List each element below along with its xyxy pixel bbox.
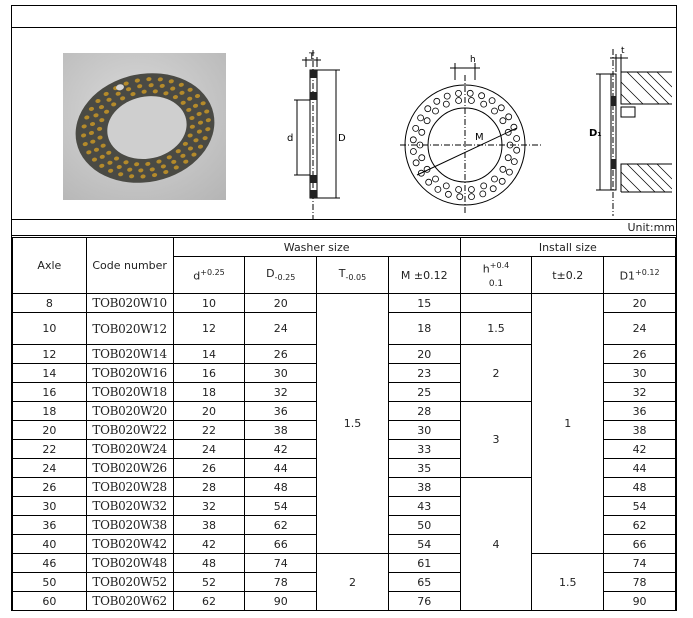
cell-d: 14 bbox=[173, 345, 245, 364]
cell-d: 28 bbox=[173, 478, 245, 497]
cell-axle: 16 bbox=[13, 383, 87, 402]
cell-axle: 40 bbox=[13, 535, 87, 554]
cell-M: 30 bbox=[388, 421, 460, 440]
plug-hole bbox=[419, 155, 425, 161]
cell-M: 43 bbox=[388, 497, 460, 516]
plug-hole bbox=[443, 101, 449, 107]
cell-code: TOB020W42 bbox=[86, 535, 173, 554]
cell-D: 48 bbox=[245, 478, 317, 497]
cell-M: 65 bbox=[388, 573, 460, 592]
cell-h: 4 bbox=[460, 478, 532, 611]
plug-hole bbox=[500, 118, 506, 124]
plug-hole bbox=[505, 155, 511, 161]
cell-D: 42 bbox=[245, 440, 317, 459]
cell-code: TOB020W28 bbox=[86, 478, 173, 497]
plug-hole bbox=[492, 108, 498, 114]
plug-hole bbox=[489, 98, 495, 104]
cell-d: 62 bbox=[173, 592, 245, 611]
cell-t: 1 bbox=[532, 294, 604, 554]
plug-hole bbox=[511, 159, 517, 165]
cell-D: 24 bbox=[245, 313, 317, 345]
cell-axle: 8 bbox=[13, 294, 87, 313]
cell-D1: 66 bbox=[604, 535, 676, 554]
cell-D: 44 bbox=[245, 459, 317, 478]
cell-D: 66 bbox=[245, 535, 317, 554]
spec-table bbox=[12, 237, 676, 611]
header-t: t±0.2 bbox=[532, 257, 604, 294]
cell-D: 26 bbox=[245, 345, 317, 364]
plug-hole bbox=[435, 186, 441, 192]
cell-axle: 60 bbox=[13, 592, 87, 611]
cell-axle: 36 bbox=[13, 516, 87, 535]
cell-M: 20 bbox=[388, 345, 460, 364]
figure-row bbox=[12, 28, 676, 220]
cell-code: TOB020W14 bbox=[86, 345, 173, 364]
cell-D1: 44 bbox=[604, 459, 676, 478]
cell-M: 18 bbox=[388, 313, 460, 345]
table-body bbox=[13, 294, 676, 611]
cell-code: TOB020W32 bbox=[86, 497, 173, 516]
cell-d: 42 bbox=[173, 535, 245, 554]
plug-hole bbox=[506, 114, 512, 120]
plug-hole bbox=[490, 186, 496, 192]
table-row bbox=[13, 294, 676, 313]
plug-hole bbox=[481, 101, 487, 107]
cell-M: 25 bbox=[388, 383, 460, 402]
plug-hole bbox=[514, 136, 520, 142]
cell-D1: 26 bbox=[604, 345, 676, 364]
front-view-drawing bbox=[395, 50, 545, 215]
install-view-drawing bbox=[572, 44, 672, 216]
cell-d: 52 bbox=[173, 573, 245, 592]
plug-hole bbox=[467, 90, 473, 96]
plug-hole bbox=[410, 137, 416, 143]
cell-D: 62 bbox=[245, 516, 317, 535]
cell-D: 74 bbox=[245, 554, 317, 573]
cell-code: TOB020W26 bbox=[86, 459, 173, 478]
cell-D1: 30 bbox=[604, 364, 676, 383]
plug-hole bbox=[514, 147, 520, 153]
cell-axle: 20 bbox=[13, 421, 87, 440]
side-view-drawing bbox=[280, 50, 350, 220]
cell-axle: 14 bbox=[13, 364, 87, 383]
cell-M: 61 bbox=[388, 554, 460, 573]
plug-hole bbox=[500, 166, 506, 172]
cell-d: 22 bbox=[173, 421, 245, 440]
cell-h: 1.5 bbox=[460, 313, 532, 345]
cell-axle: 22 bbox=[13, 440, 87, 459]
title-bar bbox=[12, 6, 676, 28]
header-D: $D_{-0.25}$ bbox=[245, 257, 317, 294]
cell-axle: 24 bbox=[13, 459, 87, 478]
cell-D: 30 bbox=[245, 364, 317, 383]
plug-hole bbox=[456, 98, 462, 104]
cell-D1: 24 bbox=[604, 313, 676, 345]
plug-hole bbox=[413, 160, 419, 166]
plug-hole bbox=[445, 191, 451, 197]
plug-hole bbox=[419, 129, 425, 135]
plug-hole bbox=[444, 93, 450, 99]
cell-axle: 18 bbox=[13, 402, 87, 421]
cell-code: TOB020W48 bbox=[86, 554, 173, 573]
header-h: $h^{+0.4}$ 0.1 bbox=[460, 257, 532, 294]
cell-code: TOB020W18 bbox=[86, 383, 173, 402]
plug-hole bbox=[498, 105, 504, 111]
cell-M: 33 bbox=[388, 440, 460, 459]
cell-code: TOB020W62 bbox=[86, 592, 173, 611]
plug-hole bbox=[413, 125, 419, 131]
plug-hole bbox=[418, 115, 424, 121]
plug-hole bbox=[468, 187, 474, 193]
cell-t: 1.5 bbox=[532, 554, 604, 611]
plug-hole bbox=[480, 191, 486, 197]
cell-d: 48 bbox=[173, 554, 245, 573]
cell-d: 10 bbox=[173, 294, 245, 313]
cell-T: 2 bbox=[317, 554, 389, 611]
cell-M: 76 bbox=[388, 592, 460, 611]
cell-D: 78 bbox=[245, 573, 317, 592]
cell-T: 1.5 bbox=[317, 294, 389, 554]
cell-h: 2 bbox=[460, 345, 532, 402]
cell-code: TOB020W24 bbox=[86, 440, 173, 459]
cell-D1: 36 bbox=[604, 402, 676, 421]
plug-hole bbox=[426, 179, 432, 185]
cell-axle: 26 bbox=[13, 478, 87, 497]
cell-code: TOB020W38 bbox=[86, 516, 173, 535]
cell-code: TOB020W16 bbox=[86, 364, 173, 383]
cell-D1: 48 bbox=[604, 478, 676, 497]
header-M: M ±0.12 bbox=[388, 257, 460, 294]
plug-hole bbox=[456, 90, 462, 96]
cell-D1: 62 bbox=[604, 516, 676, 535]
cell-d: 38 bbox=[173, 516, 245, 535]
cell-D: 54 bbox=[245, 497, 317, 516]
label-d: d bbox=[287, 133, 294, 144]
cell-M: 50 bbox=[388, 516, 460, 535]
cell-D: 36 bbox=[245, 402, 317, 421]
plug-hole bbox=[479, 93, 485, 99]
cell-D: 32 bbox=[245, 383, 317, 402]
plug-hole bbox=[433, 176, 439, 182]
cell-h bbox=[460, 294, 532, 313]
cell-M: 23 bbox=[388, 364, 460, 383]
label-h: h bbox=[470, 55, 476, 65]
cell-h: 3 bbox=[460, 402, 532, 478]
cell-d: 18 bbox=[173, 383, 245, 402]
cell-D1: 38 bbox=[604, 421, 676, 440]
plug-hole bbox=[481, 183, 487, 189]
header-axle: Axle bbox=[13, 238, 87, 294]
plug-hole bbox=[425, 106, 431, 112]
header-code: Code number bbox=[86, 238, 173, 294]
cell-axle: 46 bbox=[13, 554, 87, 573]
plug-hole bbox=[492, 176, 498, 182]
header-install-size: Install size bbox=[460, 238, 675, 257]
cell-d: 32 bbox=[173, 497, 245, 516]
cell-D1: 74 bbox=[604, 554, 676, 573]
cell-code: TOB020W10 bbox=[86, 294, 173, 313]
cell-d: 24 bbox=[173, 440, 245, 459]
cell-axle: 10 bbox=[13, 313, 87, 345]
plug-hole bbox=[410, 149, 416, 155]
cell-D: 38 bbox=[245, 421, 317, 440]
cell-M: 28 bbox=[388, 402, 460, 421]
cell-d: 12 bbox=[173, 313, 245, 345]
cell-code: TOB020W22 bbox=[86, 421, 173, 440]
cell-D1: 90 bbox=[604, 592, 676, 611]
table-row bbox=[13, 554, 676, 573]
cell-M: 35 bbox=[388, 459, 460, 478]
plug-hole bbox=[443, 183, 449, 189]
header-washer-size: Washer size bbox=[173, 238, 460, 257]
plug-hole bbox=[499, 178, 505, 184]
header-T: $T_{-0.05}$ bbox=[317, 257, 389, 294]
cell-D1: 32 bbox=[604, 383, 676, 402]
cell-d: 20 bbox=[173, 402, 245, 421]
label-T: T bbox=[309, 52, 315, 62]
label-M: M bbox=[475, 132, 484, 143]
cell-d: 26 bbox=[173, 459, 245, 478]
cell-D: 20 bbox=[245, 294, 317, 313]
header-d: $d^{+0.25}$ bbox=[173, 257, 245, 294]
plug-hole bbox=[424, 118, 430, 124]
plug-hole bbox=[433, 108, 439, 114]
plug-hole bbox=[456, 187, 462, 193]
cell-axle: 12 bbox=[13, 345, 87, 364]
plug-hole bbox=[469, 194, 475, 200]
label-D: D bbox=[338, 133, 346, 144]
datasheet-frame bbox=[11, 5, 677, 611]
cell-code: TOB020W20 bbox=[86, 402, 173, 421]
plug-hole bbox=[434, 98, 440, 104]
plug-hole bbox=[506, 169, 512, 175]
cell-code: TOB020W52 bbox=[86, 573, 173, 592]
cell-M: 15 bbox=[388, 294, 460, 313]
cell-D1: 42 bbox=[604, 440, 676, 459]
plug-hole bbox=[468, 98, 474, 104]
cell-M: 38 bbox=[388, 478, 460, 497]
label-t: t bbox=[621, 46, 625, 56]
unit-label: Unit:mm bbox=[12, 220, 676, 236]
label-D1: D₁ bbox=[589, 128, 602, 139]
cell-D: 90 bbox=[245, 592, 317, 611]
cell-code: TOB020W12 bbox=[86, 313, 173, 345]
cell-D1: 54 bbox=[604, 497, 676, 516]
cell-D1: 20 bbox=[604, 294, 676, 313]
header-D1: $D1^{+0.12}$ bbox=[604, 257, 676, 294]
cell-axle: 30 bbox=[13, 497, 87, 516]
cell-M: 54 bbox=[388, 535, 460, 554]
washer-photo bbox=[63, 53, 226, 200]
cell-axle: 50 bbox=[13, 573, 87, 592]
cell-D1: 78 bbox=[604, 573, 676, 592]
cell-d: 16 bbox=[173, 364, 245, 383]
plug-hole bbox=[457, 194, 463, 200]
